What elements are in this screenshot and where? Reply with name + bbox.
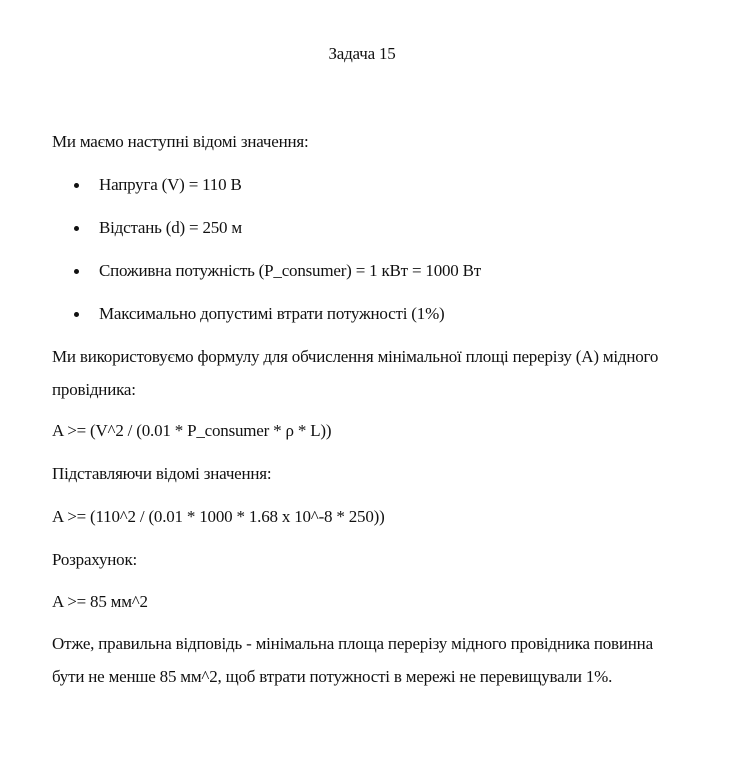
bullet-icon (74, 312, 79, 317)
formula-intro-text: Ми використовуємо формулу для обчислення мінімальної площі перерізу (A) мідного провідника: (52, 347, 659, 399)
bullet-icon (74, 269, 79, 274)
list-item (52, 171, 481, 214)
list-item (52, 300, 481, 343)
bullet-icon (74, 226, 79, 231)
bullet-icon (74, 183, 79, 188)
result-text: A >= 85 мм^2 (52, 592, 148, 611)
list-item-text: Максимально допустимі втрати потужності (1%) (99, 304, 445, 323)
list-item-text: Відстань (d) = 250 м (99, 218, 242, 237)
document-title: Задача 15 (328, 44, 396, 63)
conclusion-text: Отже, правильна відповідь - мінімальна площа перерізу мідного провідника повинна бути не менше 85 мм^2, щоб втрати потужності в мережі не перевищували 1%. (52, 634, 653, 686)
list-item-text: Напруга (V) = 110 В (99, 175, 242, 194)
list-item (52, 257, 481, 300)
list-item-text: Споживна потужність (P_consumer) = 1 кВт = 1000 Вт (99, 261, 482, 280)
formula-text: A >= (V^2 / (0.01 * P_consumer * ρ * L)) (52, 421, 332, 440)
intro-text: Ми маємо наступні відомі значення: (52, 132, 309, 151)
calculation-label: Розрахунок: (52, 550, 138, 569)
list-item (52, 214, 481, 257)
substitution-intro-text: Підставляючи відомі значення: (52, 464, 272, 483)
substitution-text: A >= (110^2 / (0.01 * 1000 * 1.68 x 10^-8 * 250)) (52, 507, 385, 526)
known-values-list (52, 171, 481, 343)
